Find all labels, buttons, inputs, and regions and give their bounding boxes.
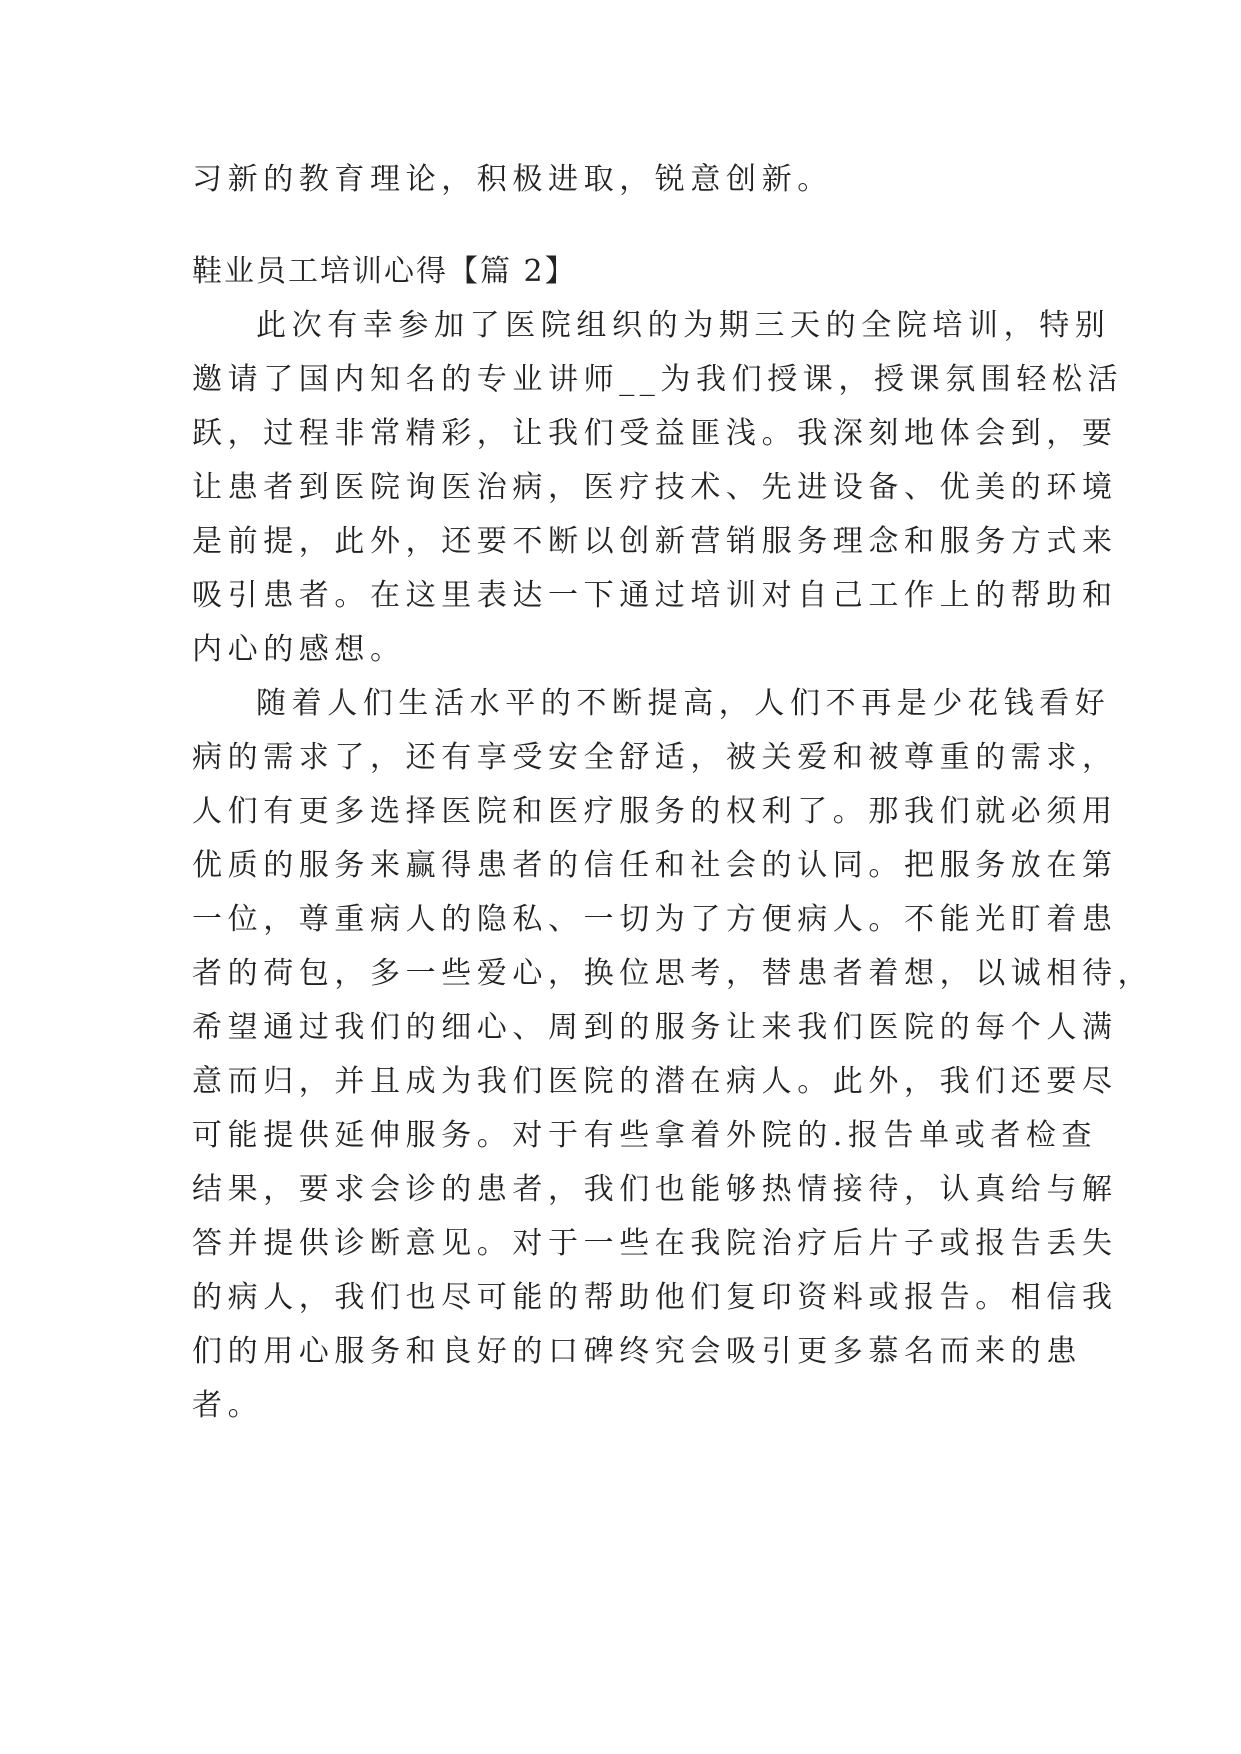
paragraph-line: 意而归，并且成为我们医院的潜在病人。此外，我们还要尽 bbox=[192, 1064, 1118, 1099]
paragraph-line: 让患者到医院询医治病，医疗技术、先进设备、优美的环境 bbox=[192, 470, 1118, 505]
paragraph-line: 者的荷包，多一些爱心，换位思考，替患者着想，以诚相待， bbox=[192, 956, 1154, 991]
paragraph-line: 答并提供诊断意见。对于一些在我院治疗后片子或报告丢失 bbox=[192, 1226, 1118, 1261]
paragraph-line: 可能提供延伸服务。对于有些拿着外院的.报告单或者检查 bbox=[192, 1118, 1098, 1153]
paragraph-line: 随着人们生活水平的不断提高，人们不再是少花钱看好 bbox=[256, 686, 1111, 721]
paragraph-line: 此次有幸参加了医院组织的为期三天的全院培训，特别 bbox=[256, 308, 1111, 343]
section-heading: 鞋业员工培训心得【篇 2】 bbox=[192, 254, 577, 289]
paragraph-line: 跃，过程非常精彩，让我们受益匪浅。我深刻地体会到，要 bbox=[192, 416, 1118, 451]
paragraph-line: 吸引患者。在这里表达一下通过培训对自己工作上的帮助和 bbox=[192, 578, 1118, 613]
paragraph-line: 邀请了国内知名的专业讲师__为我们授课，授课氛围轻松活 bbox=[192, 362, 1124, 397]
paragraph-line: 的病人，我们也尽可能的帮助他们复印资料或报告。相信我 bbox=[192, 1280, 1118, 1315]
paragraph-line: 希望通过我们的细心、周到的服务让来我们医院的每个人满 bbox=[192, 1010, 1118, 1045]
paragraph-line: 是前提，此外，还要不断以创新营销服务理念和服务方式来 bbox=[192, 524, 1118, 559]
paragraph-line: 人们有更多选择医院和医疗服务的权利了。那我们就必须用 bbox=[192, 794, 1118, 829]
paragraph-line: 优质的服务来赢得患者的信任和社会的认同。把服务放在第 bbox=[192, 848, 1118, 883]
paragraph-line: 一位，尊重病人的隐私、一切为了方便病人。不能光盯着患 bbox=[192, 902, 1118, 937]
paragraph-line: 习新的教育理论，积极进取，锐意创新。 bbox=[192, 162, 833, 197]
paragraph-line: 内心的感想。 bbox=[192, 632, 406, 667]
paragraph-line: 病的需求了，还有享受安全舒适，被关爱和被尊重的需求， bbox=[192, 740, 1118, 775]
paragraph-line: 们的用心服务和良好的口碑终究会吸引更多慕名而来的患 bbox=[192, 1334, 1082, 1369]
paragraph-line: 者。 bbox=[192, 1388, 264, 1423]
paragraph-line: 结果，要求会诊的患者，我们也能够热情接待，认真给与解 bbox=[192, 1172, 1118, 1207]
